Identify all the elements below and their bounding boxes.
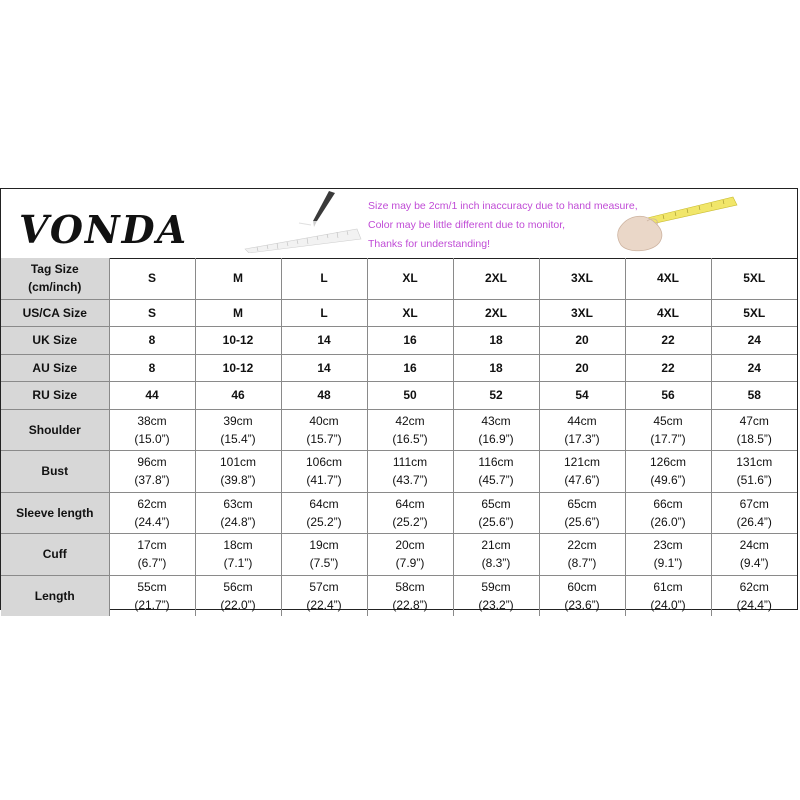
- table-cell: [109, 451, 195, 493]
- cell-inch: (21.7”): [134, 597, 170, 612]
- table-cell: [367, 451, 453, 493]
- table-cell: 58: [711, 382, 797, 410]
- row-header-label: US/CA Size: [22, 305, 87, 320]
- cell-cm: 38cm: [137, 413, 167, 428]
- row-header: [1, 575, 109, 616]
- table-row: [1, 409, 797, 451]
- cell-cm: 17cm: [137, 538, 167, 553]
- table-cell: [625, 575, 711, 616]
- table-cell: [195, 451, 281, 493]
- cell-cm: 47cm: [739, 413, 769, 428]
- table-cell: S: [109, 258, 195, 299]
- table-cell: [367, 492, 453, 534]
- ruler-pencil-illustration: [237, 191, 367, 253]
- note-line: Color may be little different due to monitor,: [368, 219, 566, 231]
- cell-inch: (16.9”): [478, 431, 514, 446]
- cell-inch: (39.8”): [220, 473, 256, 488]
- table-cell: [109, 534, 195, 576]
- cell-inch: (25.6”): [564, 514, 600, 529]
- table-cell: 22: [625, 354, 711, 382]
- row-header-label: Tag Size: [30, 262, 79, 277]
- cell-inch: (15.0”): [134, 431, 170, 446]
- table-cell: XL: [367, 258, 453, 299]
- cell-cm: 64cm: [395, 496, 425, 511]
- row-header-label: AU Size: [32, 360, 78, 375]
- cell-inch: (7.1”): [223, 556, 253, 571]
- table-cell: 5XL: [711, 299, 797, 327]
- cell-cm: 40cm: [309, 413, 339, 428]
- cell-cm: 59cm: [481, 579, 511, 594]
- table-cell: [711, 409, 797, 451]
- row-header: [1, 492, 109, 534]
- cell-cm: 20cm: [395, 538, 425, 553]
- cell-cm: 67cm: [739, 496, 769, 511]
- note-line: Size may be 2cm/1 inch inaccuracy due to hand measure,: [368, 200, 638, 212]
- cell-inch: (22.4”): [306, 597, 342, 612]
- cell-inch: (26.0”): [650, 514, 686, 529]
- table-row: [1, 258, 797, 299]
- row-header: [1, 354, 109, 382]
- table-cell: 16: [367, 354, 453, 382]
- row-header-label: UK Size: [32, 333, 78, 348]
- cell-inch: (8.7”): [567, 556, 597, 571]
- table-cell: [625, 534, 711, 576]
- cell-cm: 39cm: [223, 413, 253, 428]
- cell-inch: (26.4”): [736, 514, 772, 529]
- cell-inch: (22.8”): [392, 597, 428, 612]
- table-row: [1, 534, 797, 576]
- table-cell: [453, 534, 539, 576]
- table-cell: S: [109, 299, 195, 327]
- table-cell: [453, 492, 539, 534]
- cell-inch: (23.6”): [564, 597, 600, 612]
- table-cell: XL: [367, 299, 453, 327]
- cell-inch: (15.7”): [306, 431, 342, 446]
- table-row: [1, 354, 797, 382]
- table-cell: 14: [281, 354, 367, 382]
- cell-cm: 116cm: [478, 455, 514, 470]
- table-cell: 2XL: [453, 299, 539, 327]
- row-header-label: Bust: [41, 464, 69, 479]
- table-cell: [453, 451, 539, 493]
- cell-inch: (51.6”): [736, 473, 772, 488]
- table-cell: 4XL: [625, 299, 711, 327]
- cell-inch: (8.3”): [481, 556, 511, 571]
- table-cell: [539, 409, 625, 451]
- row-header: [1, 534, 109, 576]
- table-cell: [367, 409, 453, 451]
- table-cell: [711, 451, 797, 493]
- table-cell: 16: [367, 327, 453, 355]
- cell-inch: (7.9”): [395, 556, 425, 571]
- brand-logo: VONDA: [19, 207, 189, 252]
- row-header: [1, 258, 109, 299]
- table-cell: 2XL: [453, 258, 539, 299]
- cell-inch: (24.4”): [134, 514, 170, 529]
- cell-cm: 23cm: [653, 538, 683, 553]
- table-cell: [625, 409, 711, 451]
- hand-measuring-tape-illustration: [613, 195, 741, 253]
- table-cell: 4XL: [625, 258, 711, 299]
- table-cell: [539, 492, 625, 534]
- table-cell: [539, 575, 625, 616]
- measurement-notes: [368, 197, 638, 254]
- table-cell: [367, 534, 453, 576]
- cell-inch: (49.6”): [650, 473, 686, 488]
- table-cell: 44: [109, 382, 195, 410]
- row-header: [1, 451, 109, 493]
- cell-cm: 56cm: [223, 579, 253, 594]
- cell-inch: (23.2”): [478, 597, 514, 612]
- table-cell: [625, 492, 711, 534]
- cell-cm: 66cm: [653, 496, 683, 511]
- cell-inch: (22.0”): [220, 597, 256, 612]
- cell-cm: 101cm: [219, 455, 257, 470]
- table-row: [1, 575, 797, 616]
- cell-inch: (7.5”): [309, 556, 339, 571]
- cell-cm: 18cm: [223, 538, 253, 553]
- table-row: [1, 327, 797, 355]
- table-cell: [195, 534, 281, 576]
- table-cell: [109, 492, 195, 534]
- table-cell: [453, 409, 539, 451]
- row-header: [1, 409, 109, 451]
- table-cell: L: [281, 258, 367, 299]
- cell-cm: 42cm: [395, 413, 425, 428]
- cell-inch: (24.8”): [220, 514, 256, 529]
- table-cell: 3XL: [539, 258, 625, 299]
- row-header: [1, 327, 109, 355]
- table-cell: [539, 451, 625, 493]
- table-cell: 24: [711, 354, 797, 382]
- row-header-label: RU Size: [32, 388, 78, 403]
- table-cell: [625, 451, 711, 493]
- table-cell: M: [195, 299, 281, 327]
- note-line: Thanks for understanding!: [368, 238, 490, 250]
- table-row: [1, 299, 797, 327]
- table-cell: [453, 575, 539, 616]
- table-cell: L: [281, 299, 367, 327]
- table-cell: 5XL: [711, 258, 797, 299]
- row-header-label: Shoulder: [28, 422, 81, 437]
- cell-cm: 19cm: [309, 538, 339, 553]
- cell-cm: 63cm: [223, 496, 253, 511]
- table-row: [1, 492, 797, 534]
- cell-cm: 60cm: [567, 579, 597, 594]
- table-row: [1, 382, 797, 410]
- cell-inch: (17.7”): [650, 431, 686, 446]
- cell-cm: 62cm: [739, 579, 769, 594]
- table-cell: [109, 575, 195, 616]
- table-cell: 3XL: [539, 299, 625, 327]
- table-cell: [367, 575, 453, 616]
- table-cell: [539, 534, 625, 576]
- table-cell: 10-12: [195, 354, 281, 382]
- table-cell: 46: [195, 382, 281, 410]
- table-cell: [281, 451, 367, 493]
- cell-cm: 65cm: [481, 496, 511, 511]
- row-header-label: Sleeve length: [16, 505, 94, 520]
- table-cell: 52: [453, 382, 539, 410]
- table-cell: M: [195, 258, 281, 299]
- cell-cm: 45cm: [653, 413, 683, 428]
- table-cell: 50: [367, 382, 453, 410]
- cell-cm: 57cm: [309, 579, 339, 594]
- row-header: [1, 382, 109, 410]
- cell-inch: (37.8”): [134, 473, 170, 488]
- table-cell: [281, 534, 367, 576]
- cell-inch: (17.3”): [564, 431, 600, 446]
- row-header: [1, 299, 109, 327]
- cell-inch: (16.5”): [392, 431, 428, 446]
- cell-cm: 106cm: [305, 455, 343, 470]
- cell-cm: 58cm: [395, 579, 425, 594]
- table-cell: 22: [625, 327, 711, 355]
- cell-cm: 65cm: [567, 496, 597, 511]
- row-header-label: (cm/inch): [28, 280, 82, 295]
- table-cell: 8: [109, 327, 195, 355]
- table-cell: 18: [453, 327, 539, 355]
- cell-cm: 44cm: [567, 413, 597, 428]
- size-table-body: [1, 258, 797, 616]
- cell-inch: (47.6”): [564, 473, 600, 488]
- cell-inch: (43.7”): [392, 473, 428, 488]
- table-cell: [195, 409, 281, 451]
- table-cell: [195, 492, 281, 534]
- table-cell: [109, 409, 195, 451]
- cell-inch: (41.7”): [306, 473, 342, 488]
- cell-cm: 43cm: [481, 413, 511, 428]
- table-cell: 20: [539, 354, 625, 382]
- table-cell: 14: [281, 327, 367, 355]
- table-cell: [281, 492, 367, 534]
- table-cell: [711, 492, 797, 534]
- row-header-label: Length: [34, 588, 75, 603]
- cell-inch: (25.2”): [392, 514, 428, 529]
- cell-inch: (25.2”): [306, 514, 342, 529]
- table-cell: 24: [711, 327, 797, 355]
- cell-cm: 121cm: [563, 455, 601, 470]
- table-cell: 8: [109, 354, 195, 382]
- table-cell: 56: [625, 382, 711, 410]
- cell-inch: (18.5”): [736, 431, 772, 446]
- size-table: [1, 258, 797, 616]
- table-row: [1, 451, 797, 493]
- cell-cm: 55cm: [137, 579, 167, 594]
- cell-cm: 62cm: [137, 496, 167, 511]
- table-cell: 48: [281, 382, 367, 410]
- table-cell: 54: [539, 382, 625, 410]
- table-cell: [281, 575, 367, 616]
- cell-inch: (25.6”): [478, 514, 514, 529]
- cell-inch: (6.7”): [137, 556, 167, 571]
- cell-cm: 22cm: [567, 538, 597, 553]
- cell-inch: (24.4”): [736, 597, 772, 612]
- cell-cm: 64cm: [309, 496, 339, 511]
- cell-cm: 96cm: [137, 455, 167, 470]
- table-cell: 20: [539, 327, 625, 355]
- cell-inch: (9.1”): [653, 556, 683, 571]
- table-cell: 10-12: [195, 327, 281, 355]
- row-header-label: Cuff: [42, 547, 67, 562]
- cell-cm: 24cm: [739, 538, 769, 553]
- cell-inch: (24.0”): [650, 597, 686, 612]
- cell-cm: 61cm: [653, 579, 683, 594]
- cell-inch: (45.7”): [478, 473, 514, 488]
- table-cell: [195, 575, 281, 616]
- header-banner: [1, 189, 797, 259]
- table-cell: [281, 409, 367, 451]
- table-cell: 18: [453, 354, 539, 382]
- cell-cm: 131cm: [736, 455, 773, 470]
- size-chart: [0, 188, 798, 610]
- cell-cm: 126cm: [649, 455, 687, 470]
- table-cell: [711, 575, 797, 616]
- cell-inch: (9.4”): [739, 556, 769, 571]
- cell-cm: 21cm: [481, 538, 511, 553]
- cell-cm: 111cm: [392, 455, 428, 470]
- table-cell: [711, 534, 797, 576]
- cell-inch: (15.4”): [220, 431, 256, 446]
